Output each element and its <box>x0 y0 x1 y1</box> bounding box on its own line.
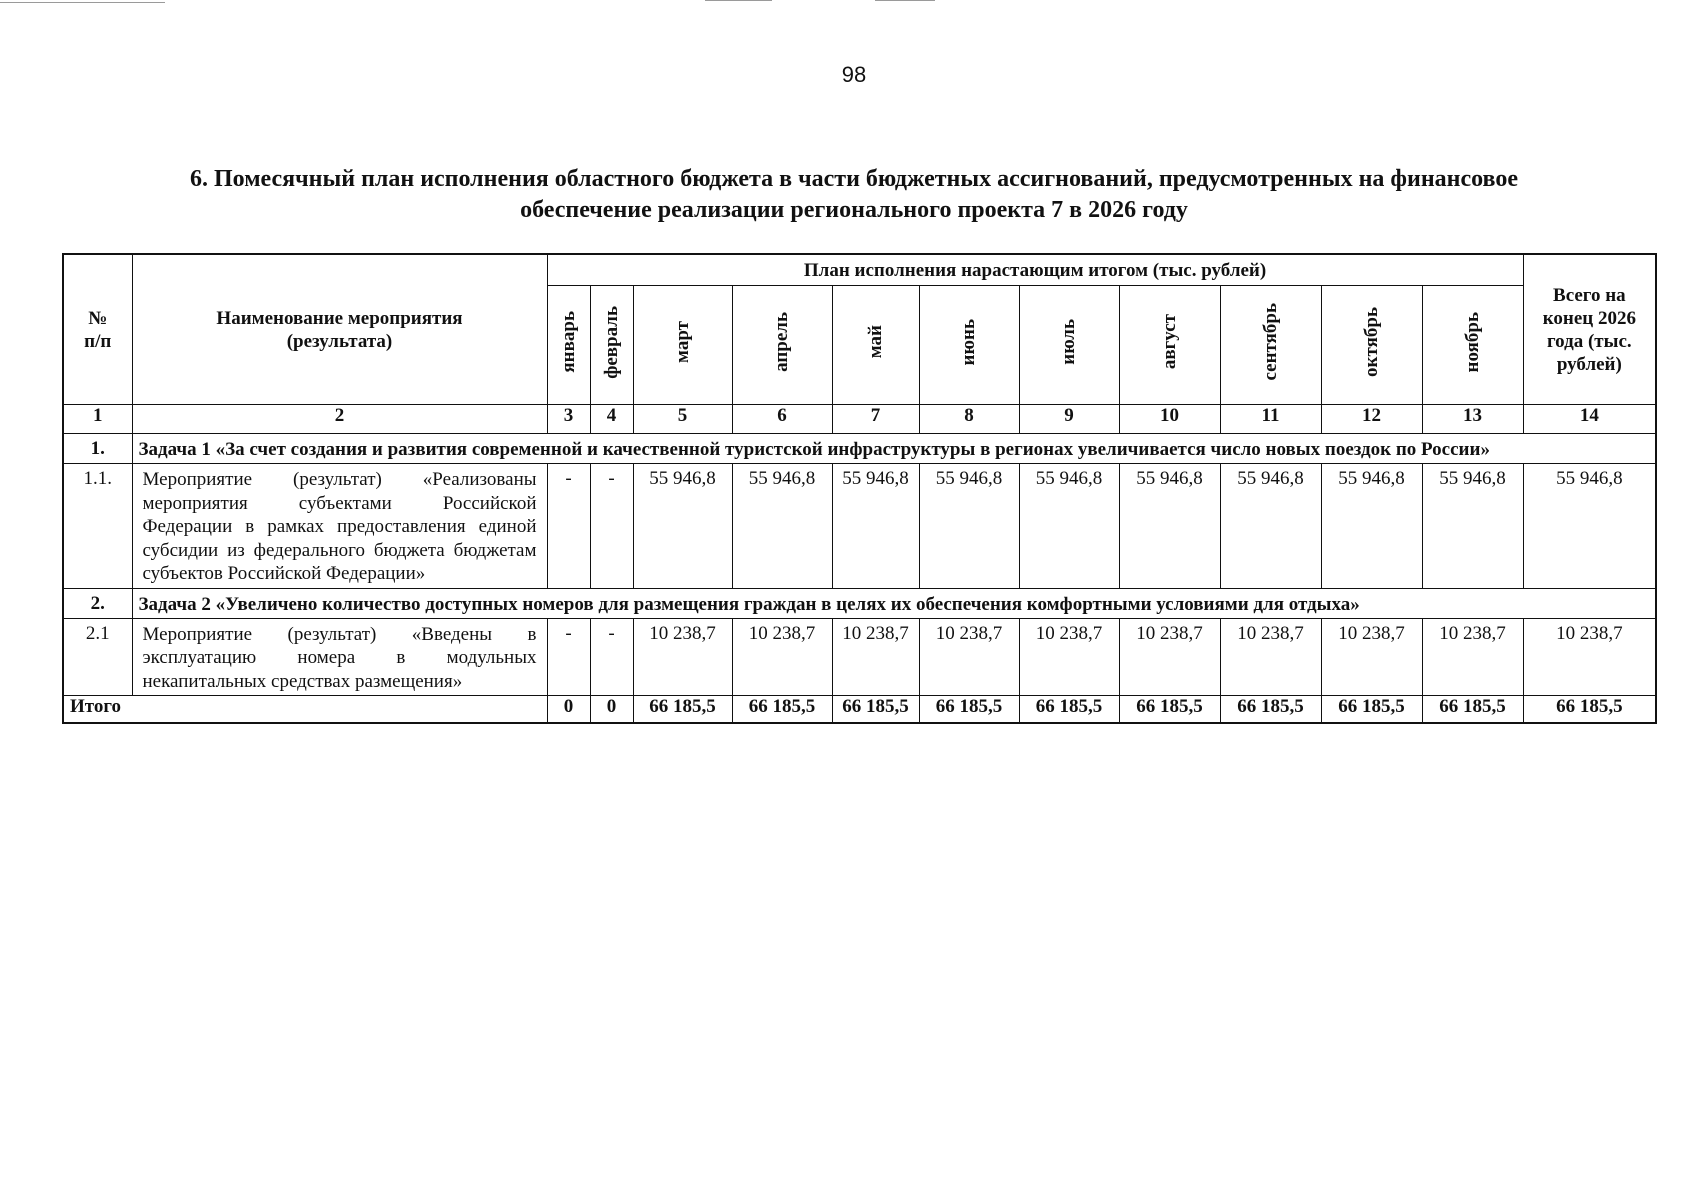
value-february: - <box>590 464 633 589</box>
header-name-label: Наименование мероприятия (результата) <box>216 307 463 352</box>
value-february: - <box>590 618 633 696</box>
month-header-april <box>732 286 832 405</box>
total-march: 66 185,5 <box>633 696 732 724</box>
column-number: 5 <box>633 405 732 434</box>
value-total: 10 238,7 <box>1523 618 1656 696</box>
header-row-1 <box>63 254 1656 286</box>
value-april: 55 946,8 <box>732 464 832 589</box>
value-october: 10 238,7 <box>1321 618 1422 696</box>
task-description: Задача 2 «Увеличено количество доступных номеров для размещения граждан в целях их обеспечения комфортными условиями для отдыха» <box>132 588 1656 618</box>
title-line-1: 6. Помесячный план исполнения областного бюджета в части бюджетных ассигнований, предусмотренных на финансовое <box>190 166 1518 192</box>
value-january: - <box>547 464 590 589</box>
value-july: 55 946,8 <box>1019 464 1119 589</box>
page-number: 98 <box>841 62 867 87</box>
event-row-2-1 <box>63 618 1656 696</box>
event-number: 1.1. <box>63 464 132 589</box>
month-header-june <box>919 286 1019 405</box>
event-number: 2.1 <box>63 618 132 696</box>
task-number: 2. <box>63 588 132 618</box>
month-label: апрель <box>771 312 792 372</box>
value-august: 55 946,8 <box>1119 464 1220 589</box>
month-header-july <box>1019 286 1119 405</box>
month-label: май <box>864 325 886 359</box>
value-september: 10 238,7 <box>1220 618 1321 696</box>
value-november: 10 238,7 <box>1422 618 1523 696</box>
total-april: 66 185,5 <box>732 696 832 724</box>
value-june: 10 238,7 <box>919 618 1019 696</box>
month-header-january <box>547 286 590 405</box>
event-name: Мероприятие (результат) «Введены в эксплуатацию номера в модульных некапитальных средствах размещения» <box>132 618 547 696</box>
event-name: Мероприятие (результат) «Реализованы мероприятия субъектами Российской Федерации в рамках предоставления единой субсидии из федерального бюджета бюджетам субъектов Российской Федерации» <box>132 464 547 589</box>
budget-plan-table <box>62 253 1657 724</box>
total-january: 0 <box>547 696 590 724</box>
column-number: 3 <box>547 405 590 434</box>
total-september: 66 185,5 <box>1220 696 1321 724</box>
total-july: 66 185,5 <box>1019 696 1119 724</box>
value-june: 55 946,8 <box>919 464 1019 589</box>
value-january: - <box>547 618 590 696</box>
month-header-march <box>633 286 732 405</box>
column-number: 2 <box>132 405 547 434</box>
column-number: 6 <box>732 405 832 434</box>
task-row-2 <box>63 588 1656 618</box>
column-number: 9 <box>1019 405 1119 434</box>
total-may: 66 185,5 <box>832 696 919 724</box>
total-february: 0 <box>590 696 633 724</box>
value-july: 10 238,7 <box>1019 618 1119 696</box>
value-total: 55 946,8 <box>1523 464 1656 589</box>
header-number <box>63 254 132 405</box>
title-line-2: обеспечение реализации регионального проекта 7 в 2026 году <box>520 197 1188 223</box>
month-header-november <box>1422 286 1523 405</box>
total-october: 66 185,5 <box>1321 696 1422 724</box>
column-number: 12 <box>1321 405 1422 434</box>
month-label: сентябрь <box>1259 303 1281 381</box>
column-number: 14 <box>1523 405 1656 434</box>
task-number: 1. <box>63 434 132 464</box>
month-label: август <box>1158 314 1180 370</box>
month-label: июнь <box>958 318 979 366</box>
value-march: 55 946,8 <box>633 464 732 589</box>
event-row-1-1 <box>63 464 1656 589</box>
document-title <box>90 164 1618 226</box>
total-label: Итого <box>63 696 547 724</box>
month-label: январь <box>557 311 579 373</box>
month-label: март <box>671 321 693 363</box>
month-header-september <box>1220 286 1321 405</box>
column-number: 10 <box>1119 405 1220 434</box>
value-may: 10 238,7 <box>832 618 919 696</box>
total-row <box>63 696 1656 724</box>
total-overall: 66 185,5 <box>1523 696 1656 724</box>
task-row-1 <box>63 434 1656 464</box>
month-label: февраль <box>600 305 622 379</box>
scan-edge-line-left <box>0 2 165 3</box>
value-may: 55 946,8 <box>832 464 919 589</box>
total-november: 66 185,5 <box>1422 696 1523 724</box>
month-header-may <box>832 286 919 405</box>
total-august: 66 185,5 <box>1119 696 1220 724</box>
header-number-label: № п/п <box>84 307 112 352</box>
month-label: ноябрь <box>1461 311 1483 373</box>
value-august: 10 238,7 <box>1119 618 1220 696</box>
month-header-february <box>590 286 633 405</box>
header-plan-group: План исполнения нарастающим итогом (тыс. рублей) <box>547 254 1523 286</box>
column-number: 7 <box>832 405 919 434</box>
column-numbers-row <box>63 405 1656 434</box>
header-total-label: Всего на конец 2026 года (тыс. рублей) <box>1542 284 1636 375</box>
month-label: июль <box>1058 319 1079 365</box>
value-march: 10 238,7 <box>633 618 732 696</box>
month-header-october <box>1321 286 1422 405</box>
month-header-august <box>1119 286 1220 405</box>
scan-edge-line-right <box>875 0 935 1</box>
value-november: 55 946,8 <box>1422 464 1523 589</box>
month-label: октябрь <box>1360 307 1382 377</box>
column-number: 11 <box>1220 405 1321 434</box>
column-number: 8 <box>919 405 1019 434</box>
scan-edge-line-mid <box>705 0 772 1</box>
value-september: 55 946,8 <box>1220 464 1321 589</box>
total-june: 66 185,5 <box>919 696 1019 724</box>
task-description: Задача 1 «За счет создания и развития современной и качественной туристской инфраструктуры в регионах увеличивается число новых поездок по России» <box>132 434 1656 464</box>
value-april: 10 238,7 <box>732 618 832 696</box>
header-name <box>132 254 547 405</box>
header-total <box>1523 254 1656 405</box>
column-number: 4 <box>590 405 633 434</box>
column-number: 1 <box>63 405 132 434</box>
value-october: 55 946,8 <box>1321 464 1422 589</box>
column-number: 13 <box>1422 405 1523 434</box>
